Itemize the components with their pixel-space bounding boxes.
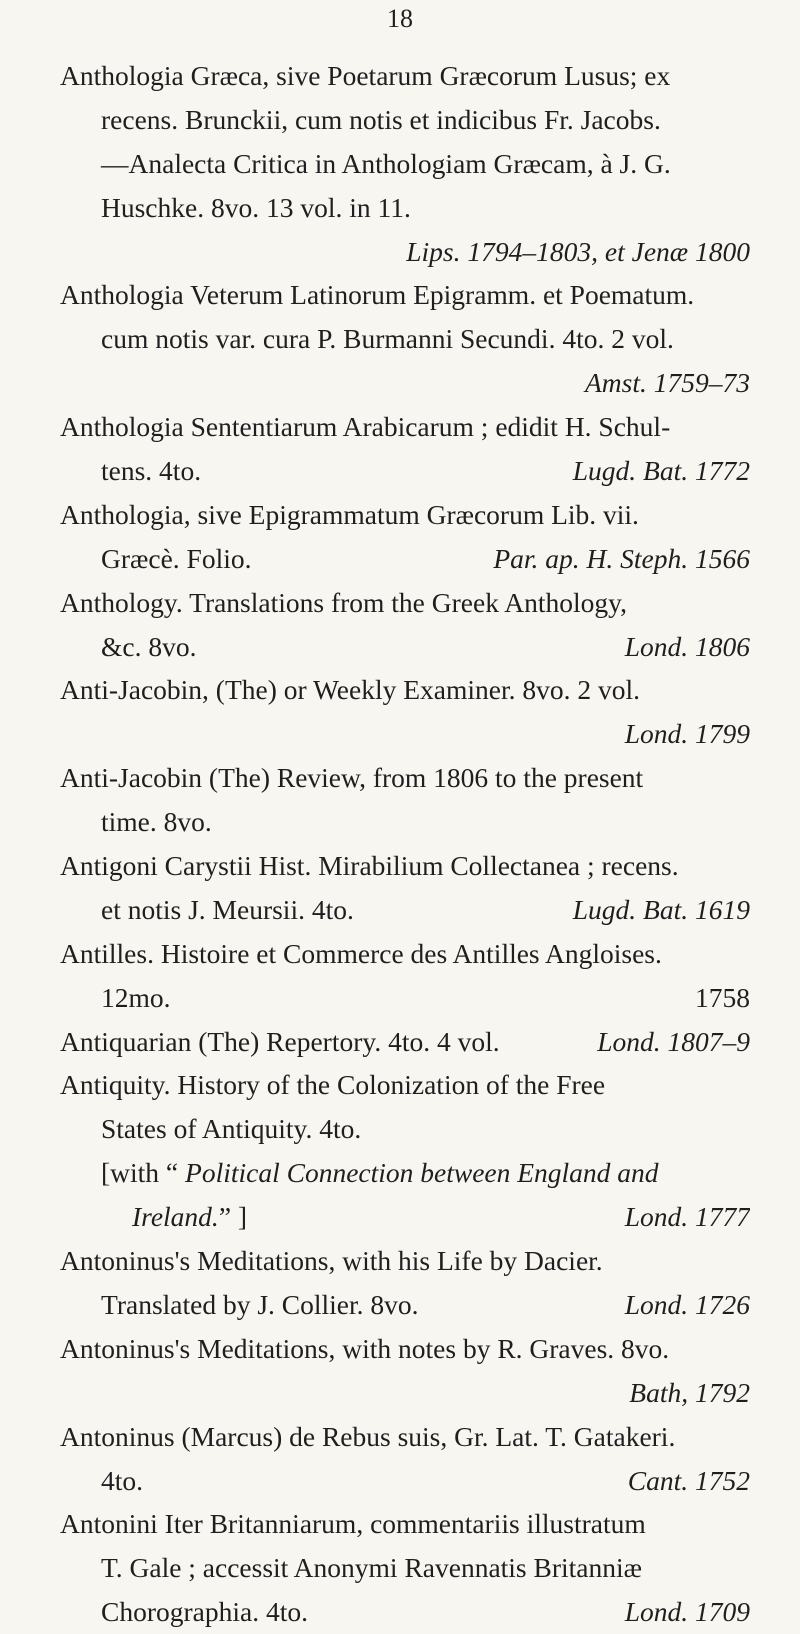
entry-imprint: Bath, 1792 (629, 1376, 750, 1408)
entry-text: ” ] (218, 1201, 248, 1233)
entry-line (60, 976, 750, 1020)
entry-text: 4to. (101, 1464, 144, 1496)
entry-line (60, 537, 750, 581)
entry-line: cum notis var. cura P. Burmanni Secundi. 4to. 2 vol. (101, 323, 674, 355)
entry-title-italic: Ireland. (132, 1201, 219, 1233)
entry-line: Anti-Jacobin, (The) or Weekly Examiner. 8vo. 2 vol. (60, 674, 640, 706)
entry-line: Antoninus's Meditations, with notes by R. Graves. 8vo. (60, 1332, 670, 1364)
entry-line: Antiquity. History of the Colonization of the Free (60, 1069, 606, 1101)
entry-imprint: Lugd. Bat. 1619 (572, 893, 750, 925)
entry-line (60, 1459, 750, 1503)
entry-imprint: Lond. 1726 (624, 1288, 750, 1320)
entry-line (60, 1151, 750, 1195)
entry-line (60, 888, 750, 932)
entry-line: Antonini Iter Britanniarum, commentariis illustratum (60, 1508, 646, 1540)
entry-imprint: Amst. 1759–73 (585, 367, 750, 399)
entry-line: Antoninus's Meditations, with his Life by Dacier. (60, 1245, 603, 1277)
entry-imprint: Cant. 1752 (627, 1464, 750, 1496)
entry-line: Anthologia Græca, sive Poetarum Græcorum Lusus; ex (60, 60, 671, 91)
entry-text: et notis J. Meursii. 4to. (101, 893, 354, 925)
entry-text: tens. 4to. (101, 455, 202, 487)
entry-line: Anti-Jacobin (The) Review, from 1806 to the present (60, 762, 644, 794)
entry-text: Græcè. Folio. (101, 542, 252, 574)
entry-line: Anthology. Translations from the Greek Anthology, (60, 586, 628, 618)
entry-imprint: Lond. 1709 (624, 1596, 750, 1628)
entry-imprint: Lugd. Bat. 1772 (572, 455, 750, 487)
entry-text: Translated by J. Collier. 8vo. (101, 1288, 419, 1320)
entry-imprint: Lond. 1806 (624, 630, 750, 662)
entry-line: recens. Brunckii, cum notis et indicibus Fr. Jacobs. (101, 103, 661, 135)
entry-line: Antigoni Carystii Hist. Mirabilium Collectanea ; recens. (60, 850, 679, 882)
entry-line (60, 449, 750, 493)
entry-line: Anthologia Veterum Latinorum Epigramm. et Poematum. (60, 279, 695, 311)
entry-line: —Analecta Critica in Anthologiam Græcam, à J. G. (101, 147, 671, 179)
entry-imprint: Lond. 1807–9 (597, 1025, 750, 1057)
entry-line: States of Antiquity. 4to. (101, 1113, 362, 1145)
entry-line (60, 1195, 750, 1239)
entry-text: Antiquarian (The) Repertory. 4to. 4 vol. (60, 1025, 500, 1057)
entry-imprint: Lips. 1794–1803, et Jenæ 1800 (406, 235, 750, 267)
page-number: 18 (387, 4, 413, 33)
entry-line (60, 625, 750, 669)
entry-line: Huschke. 8vo. 13 vol. in 11. (101, 191, 411, 223)
entry-line (60, 1590, 750, 1634)
entry-title-italic: Political Connection between England and (185, 1157, 659, 1189)
entry-line: Anthologia, sive Epigrammatum Græcorum Lib. vii. (60, 498, 639, 530)
entry-imprint: Par. ap. H. Steph. 1566 (493, 542, 750, 574)
entry-text: [with “ (101, 1157, 186, 1189)
entry-imprint: Lond. 1777 (624, 1201, 750, 1233)
entry-line: time. 8vo. (101, 806, 212, 838)
catalogue-entries (60, 54, 750, 1634)
entry-imprint: Lond. 1799 (624, 718, 750, 750)
entry-text: Chorographia. 4to. (101, 1596, 308, 1628)
entry-line: Antilles. Histoire et Commerce des Antilles Angloises. (60, 937, 662, 969)
entry-imprint: 1758 (695, 981, 750, 1013)
entry-line: Anthologia Sententiarum Arabicarum ; edidit H. Schul- (60, 411, 671, 443)
entry-text: 12mo. (101, 981, 171, 1013)
entry-line (60, 1020, 750, 1064)
entry-line: Antoninus (Marcus) de Rebus suis, Gr. Lat. T. Gatakeri. (60, 1420, 676, 1452)
entry-line (60, 1283, 750, 1327)
entry-line: T. Gale ; accessit Anonymi Ravennatis Britanniæ (101, 1552, 642, 1584)
entry-text: &c. 8vo. (101, 630, 197, 662)
